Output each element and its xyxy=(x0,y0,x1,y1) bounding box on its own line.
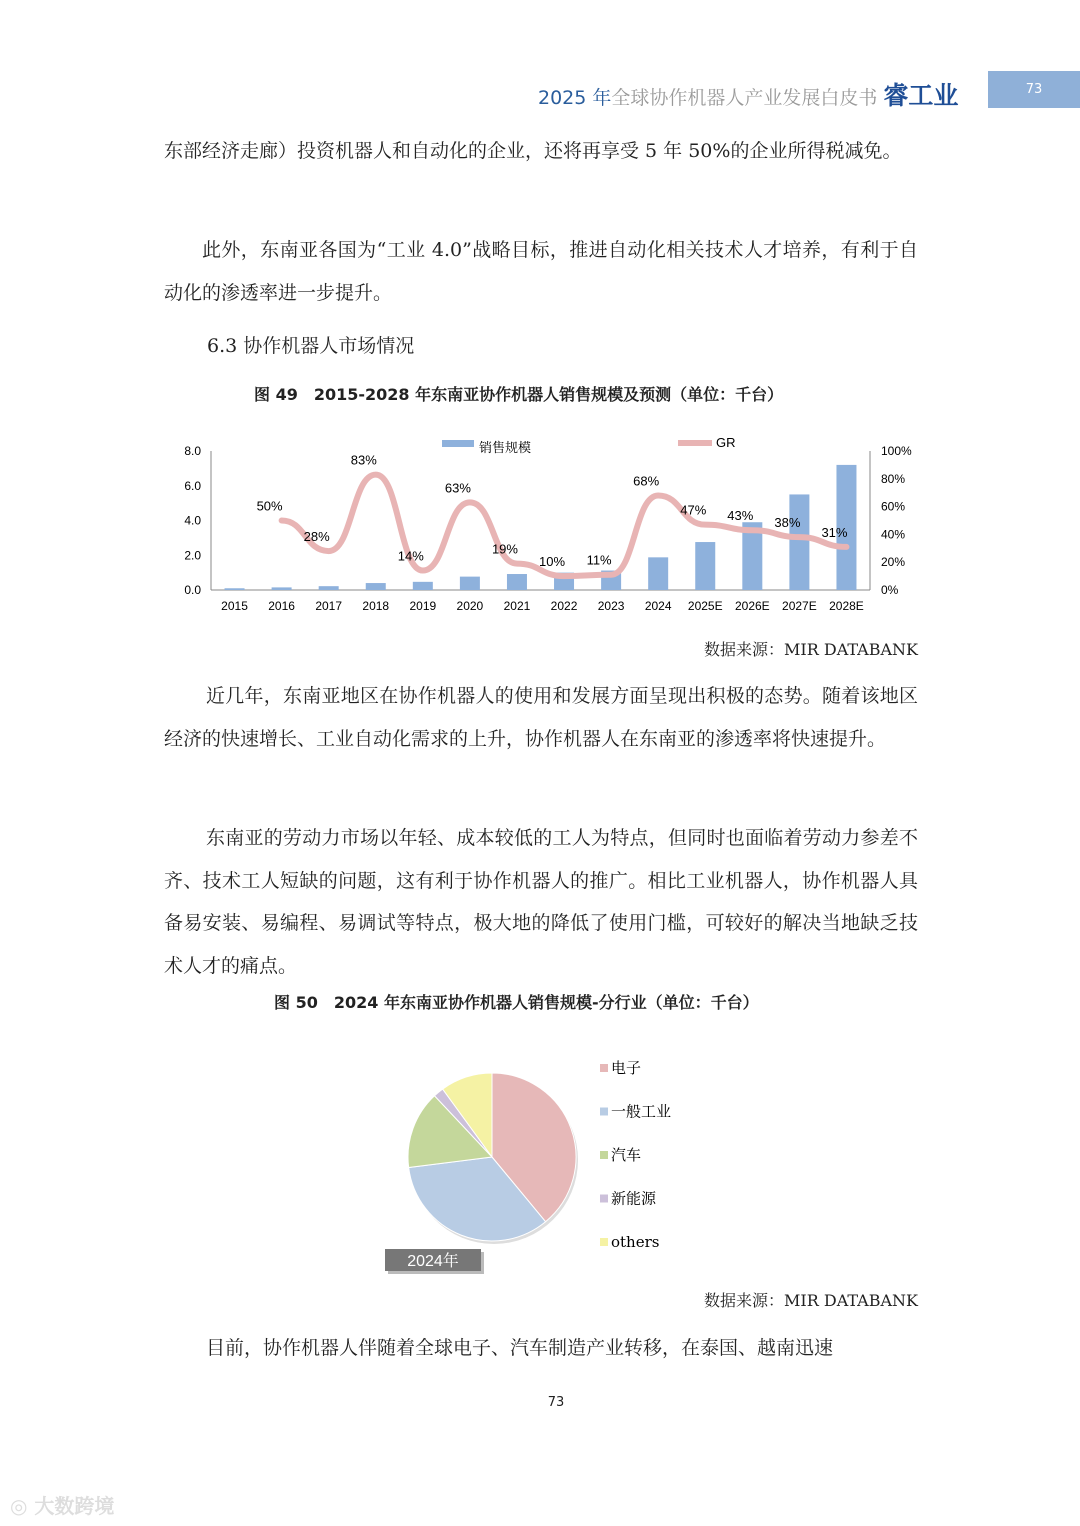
bar xyxy=(648,557,668,590)
gr-data-label: 28% xyxy=(303,529,330,545)
gr-data-label: 31% xyxy=(821,524,848,540)
x-tick-label: 2024 xyxy=(644,599,672,613)
x-tick-label: 2016 xyxy=(268,599,295,613)
bar xyxy=(319,586,339,590)
gr-data-label: 43% xyxy=(727,508,754,524)
bar xyxy=(460,577,480,590)
x-tick-label: 2019 xyxy=(409,599,437,613)
x-tick-label: 2020 xyxy=(456,599,484,613)
gr-data-label: 11% xyxy=(586,552,612,568)
y-tick-label: 8.0 xyxy=(184,444,201,458)
legend-swatch xyxy=(600,1151,608,1159)
y2-tick-label: 80% xyxy=(881,471,906,486)
figure-caption: 图 49 2015-2028 年东南亚协作机器人销售规模及预测（单位：千台） xyxy=(254,385,784,404)
x-tick-label: 2022 xyxy=(550,599,578,613)
gr-data-label: 68% xyxy=(633,473,660,489)
y2-tick-label: 100% xyxy=(881,444,912,458)
legend-label-sales: 销售规模 xyxy=(479,440,532,455)
paragraph: 近几年，东南亚地区在协作机器人的使用和发展方面呈现出积极的态势。随着该地区经济的快速增长、工业自动化需求的上升，协作机器人在东南亚的渗透率将快速提升。 xyxy=(164,685,918,750)
gr-data-label: 83% xyxy=(350,452,377,468)
gr-data-label: 50% xyxy=(256,498,283,514)
legend-swatch-sales xyxy=(442,440,474,447)
sales-bar-line-chart xyxy=(0,430,1080,630)
y2-tick-label: 40% xyxy=(881,527,906,542)
y-tick-label: 6.0 xyxy=(184,478,201,493)
y-tick-label: 4.0 xyxy=(184,513,201,528)
y-tick-label: 0.0 xyxy=(184,583,201,597)
legend-label: 电子 xyxy=(611,1059,642,1077)
bar xyxy=(695,542,715,590)
legend-label-gr: GR xyxy=(716,435,736,450)
x-tick-label: 2017 xyxy=(315,599,343,613)
header-page-number: 73 xyxy=(988,71,1080,108)
bar xyxy=(225,588,245,590)
paragraph: 东部经济走廊）投资机器人和自动化的企业，还将再享受 5 年 50%的企业所得税减免。 xyxy=(164,140,902,162)
legend-label: others xyxy=(611,1233,660,1251)
x-tick-label: 2023 xyxy=(597,599,625,613)
x-tick-label: 2028E xyxy=(829,599,864,613)
bar xyxy=(366,583,386,590)
paragraph: 此外，东南亚各国为“工业 4.0”战略目标，推进自动化相关技术人才培养，有利于自动化的渗透率进一步提升。 xyxy=(164,239,918,304)
brand-logo: 睿工业 xyxy=(883,81,959,110)
x-tick-label: 2026E xyxy=(734,599,770,613)
gr-data-label: 38% xyxy=(774,515,801,531)
paragraph: 目前，协作机器人伴随着全球电子、汽车制造产业转移，在泰国、越南迅速 xyxy=(206,1337,834,1359)
data-source: 数据来源：MIR DATABANK xyxy=(704,640,918,659)
bar xyxy=(413,582,433,590)
legend-swatch xyxy=(600,1064,608,1072)
x-tick-label: 2021 xyxy=(503,599,531,613)
gr-data-label: 63% xyxy=(444,480,471,496)
gr-data-label: 10% xyxy=(539,554,566,570)
legend-swatch xyxy=(600,1238,608,1246)
header-year: 2025 年 xyxy=(538,87,612,109)
x-tick-label: 2027E xyxy=(782,599,817,613)
y2-tick-label: 60% xyxy=(881,499,906,514)
legend-swatch xyxy=(600,1195,608,1203)
x-tick-label: 2025E xyxy=(687,599,723,613)
watermark-logo: ◎ 大数跨境 xyxy=(10,1494,115,1518)
paragraph: 东南亚的劳动力市场以年轻、成本较低的工人为特点，但同时也面临着劳动力参差不齐、技术工人短缺的问题，这有利于协作机器人的推广。相比工业机器人，协作机器人具备易安装、易编程、易调试等特点，极大地的降低了使用门槛，可较好的解决当地缺乏技术人才的痛点。 xyxy=(164,827,918,977)
legend-swatch xyxy=(600,1108,608,1116)
year-label: 2024年 xyxy=(407,1253,459,1270)
y2-tick-label: 0% xyxy=(881,583,899,597)
figure-caption: 图 50 2024 年东南亚协作机器人销售规模-分行业（单位：千台） xyxy=(274,993,759,1012)
gr-data-label: 19% xyxy=(491,541,518,557)
industry-pie-chart xyxy=(0,1050,1080,1290)
legend-label: 一般工业 xyxy=(611,1102,672,1121)
bar xyxy=(789,494,809,590)
x-tick-label: 2015 xyxy=(221,599,248,613)
running-header xyxy=(538,76,958,112)
page-number: 73 xyxy=(547,1395,565,1410)
gr-data-label: 47% xyxy=(680,502,707,518)
data-source: 数据来源：MIR DATABANK xyxy=(704,1291,918,1310)
legend-label: 新能源 xyxy=(611,1189,657,1208)
x-tick-label: 2018 xyxy=(362,599,390,613)
bar xyxy=(507,574,527,590)
y-tick-label: 2.0 xyxy=(184,548,201,563)
gr-data-label: 14% xyxy=(397,548,424,564)
bar xyxy=(272,587,292,590)
header-title: 全球协作机器人产业发展白皮书 xyxy=(611,87,878,109)
y2-tick-label: 20% xyxy=(881,555,906,570)
legend-label: 汽车 xyxy=(611,1146,642,1164)
section-heading: 6.3 协作机器人市场情况 xyxy=(207,335,415,357)
